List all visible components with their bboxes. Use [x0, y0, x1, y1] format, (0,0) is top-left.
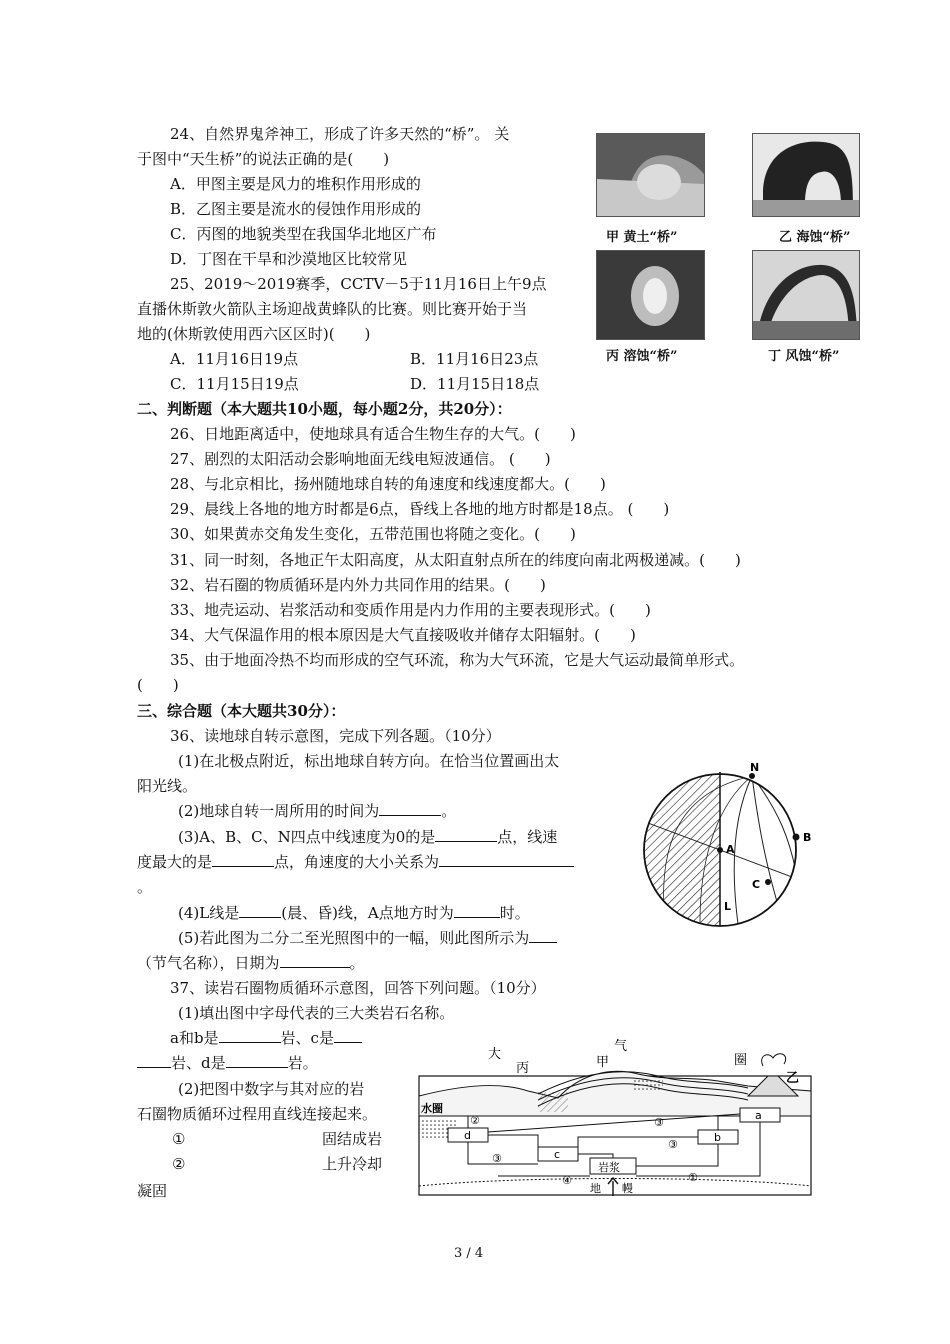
- q36-part1-line2: 阳光线。: [137, 777, 198, 795]
- label-process-2: ②: [470, 1114, 480, 1127]
- q36-blank-line-type[interactable]: [239, 903, 281, 918]
- label-qi: 气: [614, 1039, 628, 1054]
- q36-part3-end: 。: [137, 878, 153, 896]
- q25-option-b: B．11月16日23点: [410, 350, 539, 368]
- judge-27: 27、剧烈的太阳活动会影响地面无线电短波通信。 ( ): [170, 450, 551, 468]
- judge-30: 30、如果黄赤交角发生变化，五带范围也将随之变化。( ): [170, 525, 576, 543]
- earth-rotation-diagram: [640, 762, 820, 932]
- q25-option-a: A．11月16日19点: [170, 350, 299, 368]
- night-hemisphere: [640, 762, 720, 932]
- q37-blank-d[interactable]: [226, 1053, 288, 1068]
- q24-stem-2: 于图中“天生桥”的说法正确的是( ): [137, 150, 390, 168]
- match-left-1: ①: [172, 1130, 186, 1148]
- q36-blank-angular-relation[interactable]: [439, 852, 574, 867]
- point-a: [717, 847, 723, 853]
- q25-option-c: C．11月15日19点: [170, 375, 299, 393]
- judge-35-bracket: ( ): [137, 676, 179, 694]
- q37-blank-c-part1[interactable]: [334, 1028, 362, 1043]
- q37-part1-line1: a和b是 岩、c是: [170, 1027, 362, 1049]
- q36-blank-solar-term[interactable]: [529, 928, 557, 943]
- q24-option-d: D．丁图在干旱和沙漠地区比较常见: [170, 250, 408, 268]
- q36-stem: 36、读地球自转示意图，完成下列各题。（10分）: [170, 727, 501, 745]
- photo-wind-erosion-bridge: [752, 250, 860, 340]
- label-c: c: [554, 1148, 561, 1161]
- q25-option-d: D．11月15日18点: [410, 375, 540, 393]
- label-yi: 乙: [786, 1071, 800, 1086]
- q25-stem-2: 直播休斯敦火箭队主场迎战黄蜂队的比赛。则比赛开始于当: [137, 300, 528, 318]
- label-bing: 丙: [516, 1061, 530, 1076]
- label-d: d: [464, 1129, 471, 1142]
- label-n: N: [750, 762, 760, 774]
- match-left-2: ②: [172, 1155, 186, 1173]
- q24-stem-1: 24、自然界鬼斧神工，形成了许多天然的“桥”。 关: [170, 125, 510, 143]
- q36-blank-date[interactable]: [280, 953, 350, 968]
- q25-stem-1: 25、2019～2019赛季，CCTV－5于11月16日上午9点: [170, 275, 547, 293]
- label-process-3c: ③: [668, 1138, 678, 1151]
- caption-jia: 甲 黄土“桥”: [606, 230, 678, 245]
- label-jia: 甲: [596, 1055, 610, 1070]
- label-process-3a: ③: [492, 1152, 502, 1165]
- judge-29: 29、晨线上各地的地方时都是6点，昏线上各地的地方时都是18点。 ( ): [170, 500, 670, 518]
- label-a: A: [726, 843, 735, 856]
- q36-part1-line1: (1)在北极点附近，标出地球自转方向。在恰当位置画出太: [178, 752, 560, 770]
- label-da: 大: [488, 1047, 502, 1062]
- match-right-1: 固结成岩: [322, 1130, 383, 1148]
- q37-part1-line2: 岩、d是 岩。: [137, 1052, 318, 1074]
- q24-option-b: B．乙图主要是流水的侵蚀作用形成的: [170, 200, 422, 218]
- q37-part2-line1: (2)把图中数字与其对应的岩: [178, 1080, 365, 1098]
- section-2-heading: 二、判断题（本大题共10小题，每小题2分，共20分）：: [137, 400, 512, 418]
- judge-28: 28、与北京相比，扬州随地球自转的角速度和线速度都大。( ): [170, 475, 606, 493]
- q25-stem-3: 地的(休斯敦使用西六区区时)( ): [137, 325, 371, 343]
- section-3-heading: 三、综合题（本大题共30分）：: [137, 702, 346, 720]
- q36-blank-local-time[interactable]: [454, 903, 500, 918]
- label-magma: 岩浆: [598, 1161, 620, 1174]
- q36-blank-zero-speed[interactable]: [435, 827, 497, 842]
- point-c: [765, 879, 771, 885]
- photo-loess-bridge: [596, 133, 705, 217]
- label-quan: 圈: [734, 1053, 748, 1068]
- label-hydrosphere: 水圈: [421, 1102, 443, 1115]
- q37-stem: 37、读岩石圈物质循环示意图，回答下列问题。（10分）: [170, 979, 546, 997]
- label-process-3b: ③: [654, 1116, 664, 1129]
- label-process-4: ④: [562, 1174, 572, 1187]
- judge-31: 31、同一时刻，各地正午太阳高度，从太阳直射点所在的纬度向南北两极递减。( ): [170, 551, 741, 569]
- q37-blank-c-part2[interactable]: [137, 1053, 171, 1068]
- q37-part1: (1)填出图中字母代表的三大类岩石名称。: [178, 1004, 455, 1022]
- photo-sea-erosion-bridge: [752, 133, 860, 217]
- page-number: 3 / 4: [454, 1246, 484, 1261]
- photo-karst-bridge: [596, 250, 705, 340]
- judge-32: 32、岩石圈的物质循环是内外力共同作用的结果。( ): [170, 576, 546, 594]
- q36-blank-max-speed[interactable]: [212, 852, 274, 867]
- label-di: 地: [590, 1182, 601, 1195]
- judge-35: 35、由于地面冷热不均而形成的空气环流，称为大气环流，它是大气运动最简单形式。: [170, 651, 745, 669]
- q37-blank-ab[interactable]: [219, 1028, 281, 1043]
- q36-part3-line2: 度最大的是 点，角速度的大小关系为: [137, 851, 574, 873]
- judge-34: 34、大气保温作用的根本原因是大气直接吸收并储存太阳辐射。( ): [170, 626, 636, 644]
- judge-26: 26、日地距离适中，使地球具有适合生物生存的大气。( ): [170, 425, 576, 443]
- q36-part3-line1: (3)A、B、C、N四点中线速度为0的是 点，线速: [178, 828, 558, 846]
- point-b: [793, 834, 800, 841]
- judge-33: 33、地壳运动、岩浆活动和变质作用是内力作用的主要表现形式。( ): [170, 601, 651, 619]
- label-c: C: [752, 878, 761, 891]
- q24-option-c: C．丙图的地貌类型在我国华北地区广布: [170, 225, 437, 243]
- caption-bing: 丙 溶蚀“桥”: [606, 349, 678, 364]
- label-process-1: ①: [688, 1171, 698, 1184]
- q37-part2-line2: 石圈物质循环过程用直线连接起来。: [137, 1105, 378, 1123]
- label-b: b: [714, 1131, 721, 1144]
- q36-blank-period[interactable]: [379, 801, 441, 816]
- caption-ding: 丁 风蚀“桥”: [768, 349, 840, 364]
- label-l: L: [724, 900, 732, 913]
- q36-part2: (2)地球自转一周所用的时间为 。: [178, 802, 457, 820]
- q36-part5-line1: (5)若此图为二分二至光照图中的一幅，则此图所示为: [178, 927, 557, 949]
- caption-yi: 乙 海蚀“桥”: [779, 230, 851, 245]
- q24-option-a: A．甲图主要是风力的堆积作用形成的: [170, 175, 421, 193]
- match-right-2: 上升冷却: [322, 1155, 383, 1173]
- rock-cycle-diagram: [418, 1036, 812, 1196]
- match-right-2-cont: 凝固: [137, 1182, 168, 1200]
- label-a: a: [755, 1109, 762, 1122]
- label-man: 幔: [622, 1182, 633, 1195]
- q36-part5-line2: （节气名称），日期为 。: [137, 954, 365, 972]
- label-b: B: [803, 831, 812, 844]
- q36-part4: (4)L线是 (晨、昏)线，A点地方时为 时。: [178, 904, 530, 922]
